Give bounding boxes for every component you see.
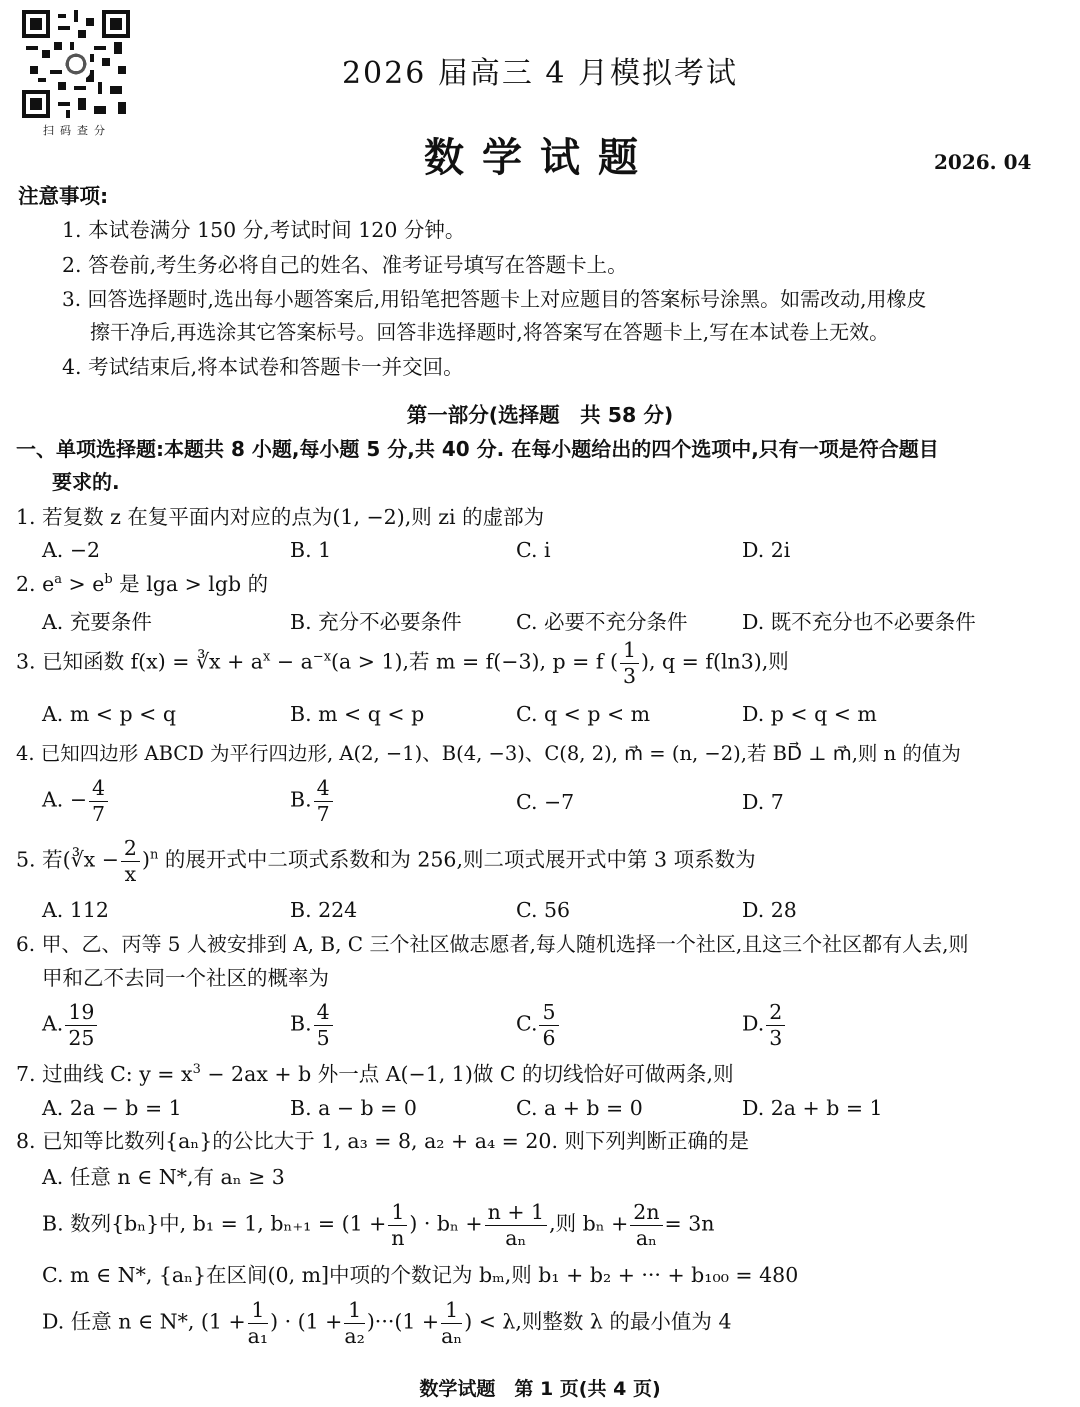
notes-item-2: 2. 答卷前,考生务必将自己的姓名、准考证号填写在答题卡上。	[62, 253, 628, 277]
q7-option-b[interactable]: B. a − b = 0	[290, 1096, 417, 1120]
q5-option-b[interactable]: B. 224	[290, 898, 358, 922]
notes-item-3: 3. 回答选择题时,选出每小题答案后,用铅笔把答题卡上对应题目的答案标号涂黑。如需改动,用橡皮	[62, 287, 927, 311]
q6-option-b[interactable]: B. $\frac{4}{5}$	[290, 1002, 335, 1048]
question-4-stem: 4. 已知四边形 ABCD 为平行四边形, A(2, −1)、B(4, −3)、C(8, 2), m⃗ = (n, −2),若 BD⃗ ⊥ m⃗,则 n 的值为	[16, 742, 961, 765]
q3-option-a[interactable]: A. m < p < q	[42, 702, 176, 726]
q5-option-d[interactable]: D. 28	[742, 898, 797, 922]
q1-option-d[interactable]: D. 2i	[742, 538, 791, 562]
page-footer: 数学试题 第 1 页(共 4 页)	[419, 1378, 661, 1400]
question-7-stem: 7. 过曲线 C: $y = x^3 - 2ax + b$ 外一点 A(−1, 1)做 C 的切线恰好可做两条,则	[16, 1062, 734, 1086]
q1-option-a[interactable]: A. −2	[42, 538, 101, 562]
notes-item-3-cont: 擦干净后,再选涂其它答案标号。回答非选择题时,将答案写在答题卡上,写在本试卷上无效。	[90, 320, 890, 344]
q6-option-d[interactable]: D. $\frac{2}{3}$	[742, 1002, 787, 1048]
question-1-stem: 1. 若复数 z 在复平面内对应的点为(1, −2),则 zi 的虚部为	[16, 505, 545, 529]
q1-option-b[interactable]: B. 1	[290, 538, 332, 562]
q3-option-c[interactable]: C. q < p < m	[516, 702, 651, 726]
q3-fraction: $\frac{1}{3}$	[620, 640, 639, 686]
notes-title: 注意事项:	[18, 184, 109, 208]
section-heading-cont: 要求的.	[52, 470, 120, 494]
question-8-stem: 8. 已知等比数列{aₙ}的公比大于 1, a₃ = 8, a₂ + a₄ = 20. 则下列判断正确的是	[16, 1129, 749, 1153]
q4-option-d[interactable]: D. 7	[742, 790, 784, 814]
notes-item-4: 4. 考试结束后,将本试卷和答题卡一并交回。	[62, 355, 464, 379]
q5-option-a[interactable]: A. 112	[42, 898, 109, 922]
subject-title: 数学试题	[424, 135, 656, 181]
q3-option-d[interactable]: D. p < q < m	[742, 702, 877, 726]
q7-option-c[interactable]: C. a + b = 0	[516, 1096, 643, 1120]
question-6-stem-cont: 甲和乙不去同一个社区的概率为	[42, 966, 329, 990]
q5-option-c[interactable]: C. 56	[516, 898, 571, 922]
question-6-stem: 6. 甲、乙、丙等 5 人被安排到 A, B, C 三个社区做志愿者,每人随机选择一个社区,且这三个社区都有人去,则	[16, 932, 969, 956]
question-2-stem: 2. $e^a > e^b$ 是 lga > lgb 的	[16, 572, 269, 596]
q4-option-b[interactable]: B. $\frac{4}{7}$	[290, 778, 335, 824]
q8-option-b[interactable]: B. 数列{bₙ}中, b₁ = 1, bₙ₊₁ = (1 + $\frac{1}{n}$ ) · bₙ + $\frac{n + 1}{\text{aₙ}}$ ,则 bₙ + $\frac{2n}{\text{aₙ}}$ = 3n	[42, 1200, 715, 1250]
q8-option-a[interactable]: A. 任意 n ∈ N*,有 aₙ ≥ 3	[42, 1165, 285, 1189]
q6-option-c[interactable]: C. $\frac{5}{6}$	[516, 1002, 561, 1048]
q8-option-c[interactable]: C. m ∈ N*, {aₙ}在区间(0, m]中项的个数记为 bₘ,则 b₁ + b₂ + ··· + b₁₀₀ = 480	[42, 1263, 799, 1287]
q4-option-c[interactable]: C. −7	[516, 790, 575, 814]
q2-option-c[interactable]: C. 必要不充分条件	[516, 610, 688, 634]
q8-option-d[interactable]: D. 任意 n ∈ N*, (1 + $\frac{1}{\text{a₁}}$ ) · (1 + $\frac{1}{\text{a₂}}$ )···(1 + $\frac{1}{\text{aₙ}}$ ) < λ,则整数 λ 的最小值为 4	[42, 1298, 732, 1348]
q1-option-c[interactable]: C. i	[516, 538, 551, 562]
q7-option-d[interactable]: D. 2a + b = 1	[742, 1096, 883, 1120]
q6-option-a[interactable]: A. $\frac{19}{25}$	[42, 1002, 99, 1048]
part1-title: 第一部分(选择题 共 58 分)	[406, 403, 674, 427]
notes-item-1: 1. 本试卷满分 150 分,考试时间 120 分钟。	[62, 218, 466, 242]
q4-option-a[interactable]: A. − $\frac{4}{7}$	[42, 778, 110, 824]
question-3-stem: 3. 已知函数 f(x) = ∛x + $a^x - a^{-x}(a > 1)$,若 m = f(−3), p = f ( $\frac{1}{3}$ ), q = f(ln3),则	[16, 638, 789, 688]
qr-caption: 扫码查分	[43, 124, 111, 137]
question-5-stem: 5. 若(∛x − $\frac{2}{x}$ )$^n$ 的展开式中二项式系数和为 256,则二项式展开式中第 3 项系数为	[16, 836, 756, 886]
q3-option-b[interactable]: B. m < q < p	[290, 702, 425, 726]
q7-option-a[interactable]: A. 2a − b = 1	[42, 1096, 182, 1120]
q2-option-d[interactable]: D. 既不充分也不必要条件	[742, 610, 976, 634]
q2-option-b[interactable]: B. 充分不必要条件	[290, 610, 462, 634]
exam-title: 2026 届高三 4 月模拟考试	[341, 56, 739, 91]
q2-option-a[interactable]: A. 充要条件	[42, 610, 152, 634]
section-heading: 一、单项选择题:本题共 8 小题,每小题 5 分,共 40 分. 在每小题给出的四个选项中,只有一项是符合题目	[16, 437, 939, 461]
exam-date: 2026. 04	[934, 150, 1032, 174]
